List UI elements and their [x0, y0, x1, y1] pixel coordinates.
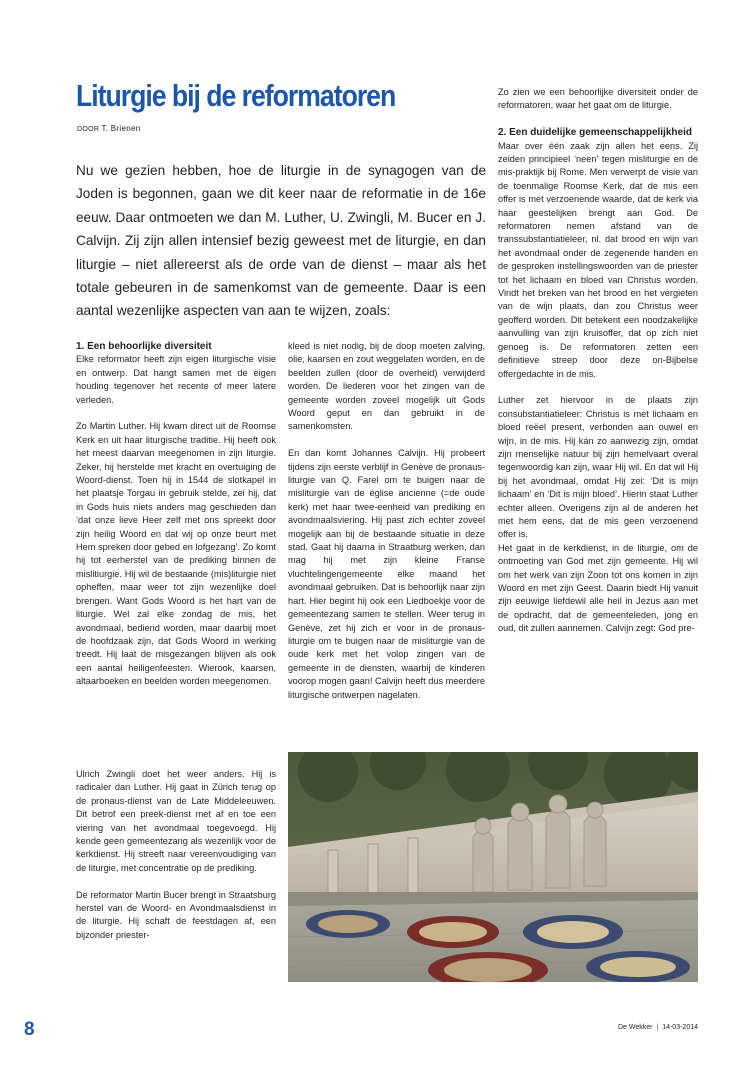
publication-date: 14-03-2014 [662, 1024, 698, 1031]
paragraph: Maar over één zaak zijn allen het eens. Zij zeiden principieel ‘neen’ tegen misliturgie en de mis-praktijk bij Rome. Men verwerpt de visie van de toenmalige Roomse Kerk, dat de mis een offer is met verzoenende waarde, dat de kerk via haar geestelijken brengt aan God. De reformatoren nemen afstand van de transsubstantiatieleer, nl. dat brood en wijn van het avondmaal onder de zegenende handen en de gesproken instellingswoorden van de priester tot het lichaam en bloed van Christus worden. Vindt het breken van het brood en het vergieten van de wijn plaats, dan zou Christus weer geofferd worden. Dit betekent een noodzakelijke aanvulling van zijn kruisoffer, dat op zich niet genoeg is. De reformatoren zetten een definitieve streep door deze on-Bijbelse offergedachte in de mis. [498, 140, 698, 379]
column-1-continued [76, 768, 276, 942]
publication-name: De Wekker [617, 1024, 653, 1031]
section-heading-1: 1. Een behoorlijke diversiteit [76, 341, 212, 352]
paragraph: Ulrich Zwingli doet het weer anders. Hij is radicaler dan Luther. Hij gaat in Zürich terug op de pronaus-dienst van de Late Middeleeuwen. Dit betrof een preek-dienst met af en toe een viering van het avondmaal toegevoegd. Hij kende geen gemeentezang als wezenlijk voor de kerkdienst. Hij streeft naar vereenvoudiging van de liturgie, met concentratie op de prediking. [76, 769, 276, 873]
byline [77, 124, 140, 133]
paragraph: Luther zet hiervoor in de plaats zijn consubstantiatieleer: Christus is met lichaam en bloed reëel present, verbonden aan ouwel en wijn, in de mis. Hij kán zo aanwezig zijn, omdat zijn menselijke natuur bij zijn hemelvaart overal tegenwoordig kan zijn, waar Hij wil. En dat wil Hij bij het avondmaal, omdat Hij zei: ‘Dit is mijn lichaam’ en ‘Dit is mijn bloed’. Hierin staat Luther echter alleen. Overigens zijn al de anderen het met hem eens, dat de mis geen verzoenend offer is. [498, 395, 698, 540]
paragraph: Zo Martin Luther. Hij kwam direct uit de Roomse Kerk en uit haar liturgische traditie. Hij heeft ook het meest daarvan meegenomen in zijn liturgie. Zeker, hij herstelde met kracht en overtuiging de Woord-dienst. Toen hij in 1544 de slotkapel in het plaatsje Torgau in gebruik stelde, zei hij, dat in Gods huis niets anders mag geschieden dan ‘dat onze lieve Heer zelf met ons spreekt door zijn heilig Woord en dat wij op onze beurt met Hem spreken door gebed en lofgezang’. Zo komt hij tot eerherstel van de prediking binnen de mislitiurgie. Hij wil de bestaande (mis)liturgie niet opheffen, maar weer tot zijn wezenlijke doel brengen. Want Gods Woord is het hart van de liturgie. Wel zal elke zondag de mis, het avondmaal, bediend worden, maar daarbij moet de hoofdzaak zijn, dat Gods Woord in werking treedt. Hij laat de misgezangen blijven als ook een aantal heiligenfeesten. Wierook, kaarsen, altaarboeken en beelden worden meegenomen. [76, 421, 276, 687]
section-heading-2: 2. Een duidelijke gemeenschappelijkheid [498, 127, 692, 139]
byline-prefix: DOOR [77, 126, 100, 133]
reformation-wall-photo [288, 752, 698, 982]
article-title: Liturgie bij de reformatoren [76, 78, 396, 113]
footer-separator: | [656, 1024, 659, 1031]
paragraph: kleed is niet nodig, bij de doop moeten zalving, olie, kaarsen en zout weggelaten worden, en de beelden zullen (door de overheid) verwijderd worden. De liederen voor het zingen van de gemeente worden zoveel mogelijk uit Gods Woord geput en dan gebruikt in de samenkomsten. [288, 341, 485, 432]
paragraph: En dan komt Johannes Calvijn. Hij probeert tijdens zijn eerste verblijf in Genève de pronaus-liturgie van Q. Farel om te buigen naar de misliturgie van de église ancienne (=de oude kerk) met haar twee-eenheid van prediking en avondmaalsviering. Hij past zich echter zoveel mogelijk aan bij de bestaande situatie in deze stad. Gaat hij daarna in Straatburg werken, dan mag hij met zijn kleine Franse vluchtelingengemeente elke maand het avondmaal gebruiken. Dat is behoorlijk naar zijn hart. Hier begint hij ook een Liedboekje voor de gemeentezang samen te stellen. Weer terug in Genève, zet hij zich er voor in de pronaus-liturgie om te buigen naar de misliturgie van de oude kerk met het volop zingen van de gemeente in de diensten, waarbij de kinderen voorop mogen gaan! Calvijn heeft dus meerdere liturgische ontwerpen nagelaten. [288, 448, 485, 700]
paragraph: Elke reformator heeft zijn eigen liturgische visie en ontwerp. Dat hangt samen met de eigen houding tegenover het recente of meer latere verleden. [76, 354, 276, 405]
column-1 [76, 340, 276, 702]
column-3 [498, 86, 698, 636]
byline-author: T. Brienen [101, 124, 141, 133]
paragraph: Het gaat in de kerkdienst, in de liturgie, om de ontmoeting van God met zijn gemeente. Hij wil om het werk van zijn Zoon tot ons komen in zijn Woord en met zijn Geest. Daarin biedt Hij vanuit zijn eeuwige liefdewil alle heil in Jezus aan met de opdracht, dat de gemeenteleden, jong en oud, dit zullen aannemen. Calvijn zegt: God pre- [498, 542, 698, 634]
footer-publication [618, 1024, 698, 1031]
page-number: 8 [24, 1019, 35, 1040]
paragraph: De reformator Martin Bucer brengt in Straatsburg herstel van de Woord- en Avondmaalsdienst in de liturgie. Hij schaft de feestdagen af, een bijzonder priester- [76, 889, 276, 940]
paragraph: Zo zien we een behoorlijke diversiteit onder de reformatoren, waar het gaat om de liturgie. [498, 87, 698, 111]
column-2 [288, 340, 485, 702]
lead-paragraph: Nu we gezien hebben, hoe de liturgie in de synagogen van de Joden is begonnen, gaan we dit keer naar de reformatie in de 16e eeuw. Daar ontmoeten we dan M. Luther, U. Zwingli, M. Bucer en J. Calvijn. Zij zijn allen intensief bezig geweest met de liturgie, en dan liturgie – niet allereerst als de orde van de dienst – maar als het totale gebeuren in de samenkomst van de gemeente. Daar is een aantal wezenlijke aspecten van aan te wijzen, zoals: [76, 163, 486, 319]
